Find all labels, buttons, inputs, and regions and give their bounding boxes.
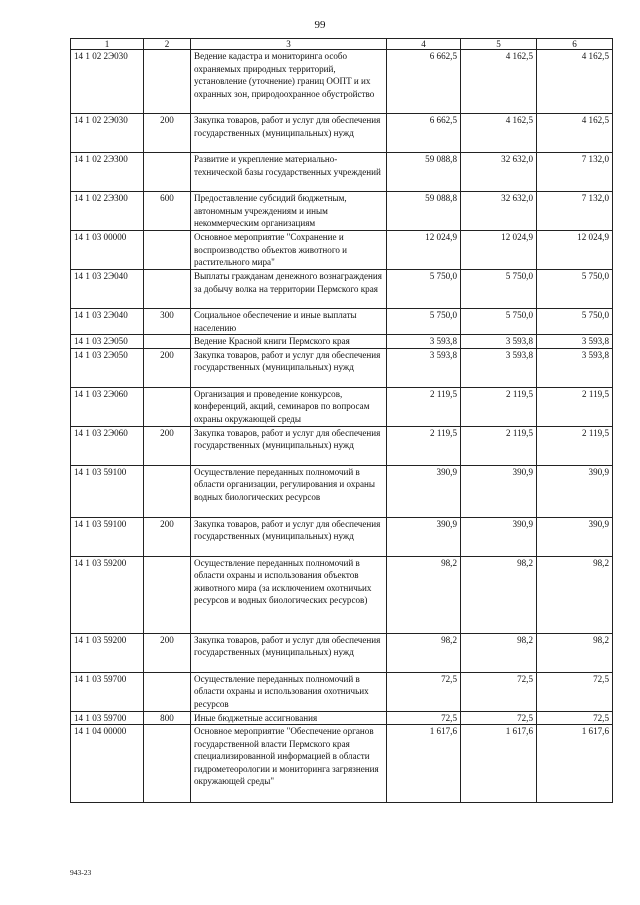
cell-name: Осуществление переданных полномочий в области организации, регулирования и охраны водных биологических ресурсов	[191, 465, 387, 517]
cell-v1: 59 088,8	[387, 153, 461, 192]
cell-v2: 12 024,9	[461, 231, 537, 270]
table-row	[71, 517, 613, 556]
cell-v1: 5 750,0	[387, 270, 461, 309]
cell-v1: 98,2	[387, 556, 461, 633]
cell-v2: 72,5	[461, 672, 537, 711]
table-row	[71, 672, 613, 711]
table-row	[71, 309, 613, 335]
cell-vr	[144, 153, 191, 192]
table-row	[71, 725, 613, 803]
table-row	[71, 556, 613, 633]
cell-code: 14 1 02 2Э030	[71, 114, 144, 153]
cell-v2: 5 750,0	[461, 309, 537, 335]
cell-v1: 5 750,0	[387, 309, 461, 335]
cell-name: Закупка товаров, работ и услуг для обеспечения государственных (муниципальных) нужд	[191, 633, 387, 672]
table-row	[71, 633, 613, 672]
cell-vr: 600	[144, 192, 191, 231]
cell-v1: 390,9	[387, 465, 461, 517]
cell-v1: 59 088,8	[387, 192, 461, 231]
cell-v3: 3 593,8	[537, 335, 613, 349]
cell-v3: 7 132,0	[537, 192, 613, 231]
cell-code: 14 1 03 59100	[71, 517, 144, 556]
cell-name: Социальное обеспечение и иные выплаты населению	[191, 309, 387, 335]
cell-vr	[144, 270, 191, 309]
cell-code: 14 1 03 2Э040	[71, 270, 144, 309]
cell-v1: 3 593,8	[387, 335, 461, 349]
cell-v2: 32 632,0	[461, 153, 537, 192]
cell-code: 14 1 03 59200	[71, 556, 144, 633]
cell-vr: 200	[144, 426, 191, 465]
cell-v1: 98,2	[387, 633, 461, 672]
cell-v2: 32 632,0	[461, 192, 537, 231]
cell-v3: 2 119,5	[537, 387, 613, 426]
table-row	[71, 465, 613, 517]
cell-code: 14 1 02 2Э300	[71, 192, 144, 231]
cell-v2: 2 119,5	[461, 387, 537, 426]
cell-code: 14 1 03 2Э040	[71, 309, 144, 335]
cell-vr	[144, 465, 191, 517]
table-header-row	[71, 39, 613, 50]
cell-vr	[144, 672, 191, 711]
cell-v3: 2 119,5	[537, 426, 613, 465]
cell-vr	[144, 556, 191, 633]
cell-name: Основное мероприятие "Сохранение и воспроизводство объектов животного и растительного мира"	[191, 231, 387, 270]
footer-code: 943-23	[70, 868, 92, 877]
table-row	[71, 387, 613, 426]
cell-name: Закупка товаров, работ и услуг для обеспечения государственных (муниципальных) нужд	[191, 517, 387, 556]
cell-name: Иные бюджетные ассигнования	[191, 711, 387, 725]
cell-v3: 3 593,8	[537, 348, 613, 387]
cell-vr: 200	[144, 517, 191, 556]
cell-code: 14 1 03 59100	[71, 465, 144, 517]
cell-v3: 72,5	[537, 711, 613, 725]
table-row	[71, 50, 613, 114]
table-row	[71, 348, 613, 387]
cell-v1: 3 593,8	[387, 348, 461, 387]
cell-name: Закупка товаров, работ и услуг для обеспечения государственных (муниципальных) нужд	[191, 426, 387, 465]
cell-vr	[144, 725, 191, 803]
cell-vr	[144, 231, 191, 270]
cell-v1: 72,5	[387, 672, 461, 711]
cell-v3: 72,5	[537, 672, 613, 711]
cell-code: 14 1 02 2Э030	[71, 50, 144, 114]
column-header: 5	[461, 39, 537, 50]
cell-code: 14 1 03 59700	[71, 711, 144, 725]
cell-vr: 200	[144, 348, 191, 387]
cell-code: 14 1 02 2Э300	[71, 153, 144, 192]
cell-v1: 1 617,6	[387, 725, 461, 803]
cell-code: 14 1 03 2Э060	[71, 426, 144, 465]
column-header: 1	[71, 39, 144, 50]
cell-v3: 390,9	[537, 465, 613, 517]
column-header: 6	[537, 39, 613, 50]
cell-code: 14 1 03 2Э050	[71, 335, 144, 349]
cell-v1: 6 662,5	[387, 114, 461, 153]
cell-v2: 4 162,5	[461, 114, 537, 153]
cell-name: Выплаты гражданам денежного вознаграждения за добычу волка на территории Пермского края	[191, 270, 387, 309]
cell-name: Осуществление переданных полномочий в области охраны и использования объектов животного мира (за исключением охотничьих ресурсов и водных биологических ресурсов)	[191, 556, 387, 633]
cell-v3: 4 162,5	[537, 50, 613, 114]
cell-v2: 5 750,0	[461, 270, 537, 309]
cell-v2: 390,9	[461, 465, 537, 517]
page-number: 99	[314, 19, 326, 31]
cell-v3: 5 750,0	[537, 309, 613, 335]
cell-name: Ведение Красной книги Пермского края	[191, 335, 387, 349]
cell-name: Развитие и укрепление материально-технической базы государственных учреждений	[191, 153, 387, 192]
cell-code: 14 1 03 00000	[71, 231, 144, 270]
cell-vr	[144, 50, 191, 114]
cell-v3: 7 132,0	[537, 153, 613, 192]
cell-name: Закупка товаров, работ и услуг для обеспечения государственных (муниципальных) нужд	[191, 348, 387, 387]
column-header: 3	[191, 39, 387, 50]
cell-name: Осуществление переданных полномочий в области охраны и использования охотничьих ресурсов	[191, 672, 387, 711]
table-row	[71, 231, 613, 270]
cell-v2: 1 617,6	[461, 725, 537, 803]
cell-v3: 1 617,6	[537, 725, 613, 803]
cell-code: 14 1 03 59700	[71, 672, 144, 711]
table-row	[71, 153, 613, 192]
cell-v3: 5 750,0	[537, 270, 613, 309]
cell-code: 14 1 03 2Э050	[71, 348, 144, 387]
cell-v2: 72,5	[461, 711, 537, 725]
cell-v2: 3 593,8	[461, 348, 537, 387]
table-row	[71, 711, 613, 725]
cell-code: 14 1 03 59200	[71, 633, 144, 672]
cell-v1: 390,9	[387, 517, 461, 556]
cell-name: Ведение кадастра и мониторинга особо охраняемых природных территорий, установление (уточнение) границ ООПТ и их охранных зон, природоохранное обустройство	[191, 50, 387, 114]
cell-v2: 98,2	[461, 556, 537, 633]
cell-v2: 2 119,5	[461, 426, 537, 465]
cell-v2: 390,9	[461, 517, 537, 556]
cell-v2: 98,2	[461, 633, 537, 672]
cell-name: Основное мероприятие "Обеспечение органов государственной власти Пермского края специализированной информацией в области гидрометеорологии и мониторинга загрязнения окружающей среды"	[191, 725, 387, 803]
cell-code: 14 1 04 00000	[71, 725, 144, 803]
cell-v3: 4 162,5	[537, 114, 613, 153]
cell-vr: 800	[144, 711, 191, 725]
cell-name: Закупка товаров, работ и услуг для обеспечения государственных (муниципальных) нужд	[191, 114, 387, 153]
cell-name: Организация и проведение конкурсов, конференций, акций, семинаров по вопросам охраны окружающей среды	[191, 387, 387, 426]
table-row	[71, 335, 613, 349]
cell-vr: 200	[144, 633, 191, 672]
table-row	[71, 270, 613, 309]
cell-vr	[144, 387, 191, 426]
cell-v2: 4 162,5	[461, 50, 537, 114]
column-header: 4	[387, 39, 461, 50]
cell-v3: 390,9	[537, 517, 613, 556]
table-row	[71, 426, 613, 465]
cell-v2: 3 593,8	[461, 335, 537, 349]
table-row	[71, 192, 613, 231]
cell-code: 14 1 03 2Э060	[71, 387, 144, 426]
cell-vr	[144, 335, 191, 349]
cell-vr: 200	[144, 114, 191, 153]
cell-v1: 12 024,9	[387, 231, 461, 270]
cell-v1: 2 119,5	[387, 426, 461, 465]
column-header: 2	[144, 39, 191, 50]
cell-v3: 98,2	[537, 633, 613, 672]
cell-v3: 98,2	[537, 556, 613, 633]
cell-v1: 2 119,5	[387, 387, 461, 426]
cell-v3: 12 024,9	[537, 231, 613, 270]
table-row	[71, 114, 613, 153]
cell-name: Предоставление субсидий бюджетным, автономным учреждениям и иным некоммерческим организациям	[191, 192, 387, 231]
cell-v1: 6 662,5	[387, 50, 461, 114]
cell-vr: 300	[144, 309, 191, 335]
cell-v1: 72,5	[387, 711, 461, 725]
budget-table	[70, 38, 613, 803]
